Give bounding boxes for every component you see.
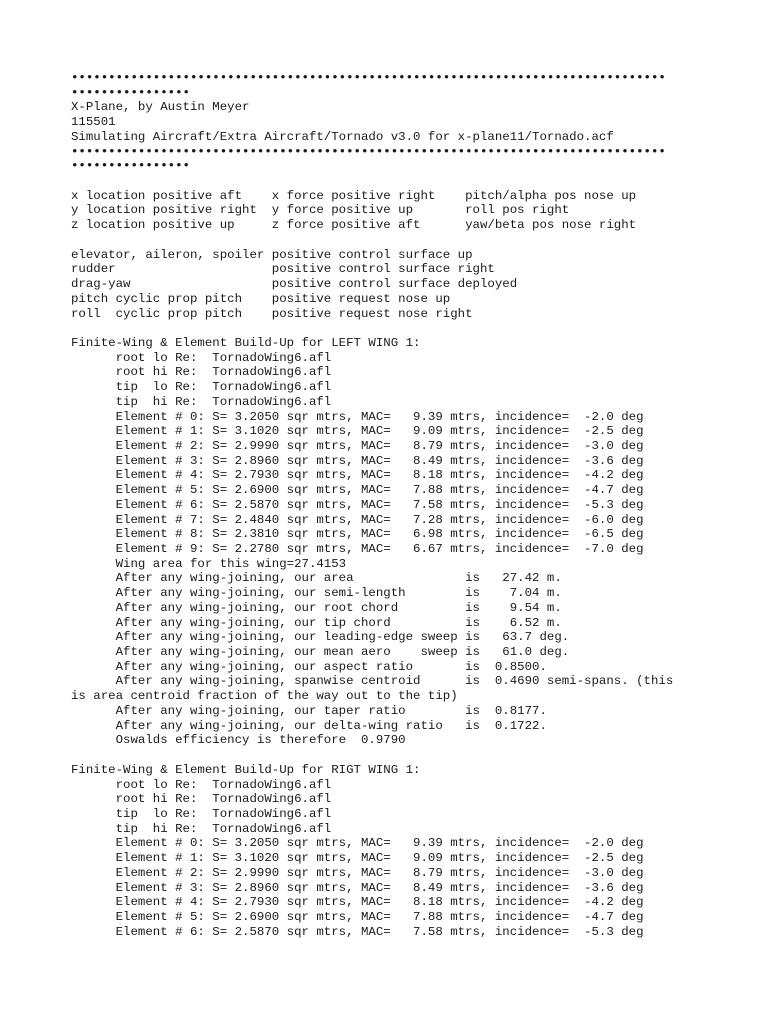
left-wing-line: tip lo Re: TornadoWing6.afl	[71, 380, 332, 395]
blank-line	[71, 748, 761, 763]
axes-line: x location positive aft x force positive right pitch/alpha pos nose up	[71, 188, 637, 203]
left-wing-line: root lo Re: TornadoWing6.afl	[71, 350, 332, 365]
left-wing-line: After any wing-joining, our delta-wing ratio is 0.1722.	[71, 718, 547, 733]
right-wing-line: Element # 6: S= 2.5870 sqr mtrs, MAC= 7.58 mtrs, incidence= -5.3 deg	[71, 924, 644, 939]
left-wing-line: After any wing-joining, our aspect ratio is 0.8500.	[71, 659, 547, 674]
left-wing-line: Element # 2: S= 2.9990 sqr mtrs, MAC= 8.79 mtrs, incidence= -3.0 deg	[71, 438, 644, 453]
axes-line: y location positive right y force positive up roll pos right	[71, 203, 570, 218]
control-line: pitch cyclic prop pitch positive request nose up	[71, 291, 451, 306]
left-wing-line: Wing area for this wing=27.4153	[71, 556, 347, 571]
control-line: drag-yaw positive control surface deployed	[71, 277, 518, 292]
right-wing-line: tip hi Re: TornadoWing6.afl	[71, 821, 332, 836]
build-number: 115501	[71, 115, 116, 130]
right-wing-line: Element # 3: S= 2.8960 sqr mtrs, MAC= 8.49 mtrs, incidence= -3.6 deg	[71, 880, 644, 895]
control-line: roll cyclic prop pitch positive request nose right	[71, 306, 473, 321]
left-wing-line: After any wing-joining, our root chord is 9.54 m.	[71, 600, 562, 615]
right-wing-line: tip lo Re: TornadoWing6.afl	[71, 806, 332, 821]
right-wing-line: root lo Re: TornadoWing6.afl	[71, 777, 332, 792]
left-wing-line: After any wing-joining, our leading-edge sweep is 63.7 deg.	[71, 630, 570, 645]
left-wing-line: tip hi Re: TornadoWing6.afl	[71, 394, 332, 409]
left-wing-line: Element # 6: S= 2.5870 sqr mtrs, MAC= 7.58 mtrs, incidence= -5.3 deg	[71, 497, 644, 512]
controls-section	[71, 248, 761, 322]
left-wing-line: root hi Re: TornadoWing6.afl	[71, 365, 332, 380]
separator-dots: ••••••••••••••••••••••••••••••••••••••••••••••••••••••••••••••••••••••••••••••••	[71, 71, 666, 85]
left-wing-line: Element # 5: S= 2.6900 sqr mtrs, MAC= 7.88 mtrs, incidence= -4.7 deg	[71, 483, 644, 498]
left-wing-line: Element # 1: S= 3.1020 sqr mtrs, MAC= 9.09 mtrs, incidence= -2.5 deg	[71, 424, 644, 439]
left-wing-line: Element # 7: S= 2.4840 sqr mtrs, MAC= 7.28 mtrs, incidence= -6.0 deg	[71, 512, 644, 527]
left-wing-line: After any wing-joining, our mean aero sweep is 61.0 deg.	[71, 645, 570, 660]
separator-dots: ••••••••••••••••	[71, 85, 190, 100]
right-wing-section	[71, 763, 761, 940]
left-wing-line: After any wing-joining, our tip chord is 6.52 m.	[71, 615, 562, 630]
blank-line	[71, 174, 761, 189]
left-wing-line: Element # 9: S= 2.2780 sqr mtrs, MAC= 6.67 mtrs, incidence= -7.0 deg	[71, 542, 644, 556]
axes-line: z location positive up z force positive aft yaw/beta pos nose right	[71, 218, 637, 233]
left-wing-line: After any wing-joining, our area is 27.42 m.	[71, 571, 562, 586]
blank-line	[71, 233, 761, 248]
axes-section	[71, 189, 761, 233]
left-wing-line: Element # 4: S= 2.7930 sqr mtrs, MAC= 8.18 mtrs, incidence= -4.2 deg	[71, 468, 644, 483]
author-line: X-Plane, by Austin Meyer	[71, 100, 250, 115]
right-wing-line: Element # 5: S= 2.6900 sqr mtrs, MAC= 7.88 mtrs, incidence= -4.7 deg	[71, 909, 644, 924]
left-wing-line: Finite-Wing & Element Build-Up for LEFT WING 1:	[71, 335, 421, 350]
left-wing-section	[71, 336, 761, 748]
control-line: elevator, aileron, spoiler positive control surface up	[71, 247, 473, 262]
left-wing-line: Element # 0: S= 3.2050 sqr mtrs, MAC= 9.39 mtrs, incidence= -2.0 deg	[71, 409, 644, 424]
left-wing-line: Element # 3: S= 2.8960 sqr mtrs, MAC= 8.49 mtrs, incidence= -3.6 deg	[71, 453, 644, 468]
document-page	[71, 71, 761, 939]
right-wing-line: root hi Re: TornadoWing6.afl	[71, 792, 332, 807]
left-wing-line: After any wing-joining, spanwise centroid is 0.4690 semi-spans. (this	[71, 674, 674, 689]
right-wing-line: Element # 1: S= 3.1020 sqr mtrs, MAC= 9.09 mtrs, incidence= -2.5 deg	[71, 851, 644, 866]
left-wing-line: Oswalds efficiency is therefore 0.9790	[71, 733, 406, 748]
left-wing-line: After any wing-joining, our taper ratio is 0.8177.	[71, 703, 547, 718]
right-wing-line: Element # 4: S= 2.7930 sqr mtrs, MAC= 8.18 mtrs, incidence= -4.2 deg	[71, 895, 644, 910]
right-wing-line: Finite-Wing & Element Build-Up for RIGT WING 1:	[71, 762, 421, 777]
control-line: rudder positive control surface right	[71, 262, 495, 277]
right-wing-line: Element # 0: S= 3.2050 sqr mtrs, MAC= 9.39 mtrs, incidence= -2.0 deg	[71, 836, 644, 851]
left-wing-line: After any wing-joining, our semi-length is 7.04 m.	[71, 586, 562, 601]
blank-line	[71, 321, 761, 336]
simulating-line: Simulating Aircraft/Extra Aircraft/Tornado v3.0 for x-plane11/Tornado.acf	[71, 129, 614, 144]
right-wing-line: Element # 2: S= 2.9990 sqr mtrs, MAC= 8.79 mtrs, incidence= -3.0 deg	[71, 865, 644, 880]
left-wing-line: is area centroid fraction of the way out to the tip)	[71, 689, 458, 704]
left-wing-line: Element # 8: S= 2.3810 sqr mtrs, MAC= 6.98 mtrs, incidence= -6.5 deg	[71, 527, 644, 542]
separator-dots: ••••••••••••••••	[71, 159, 190, 174]
separator-dots: ••••••••••••••••••••••••••••••••••••••••••••••••••••••••••••••••••••••••••••••••	[71, 144, 666, 159]
